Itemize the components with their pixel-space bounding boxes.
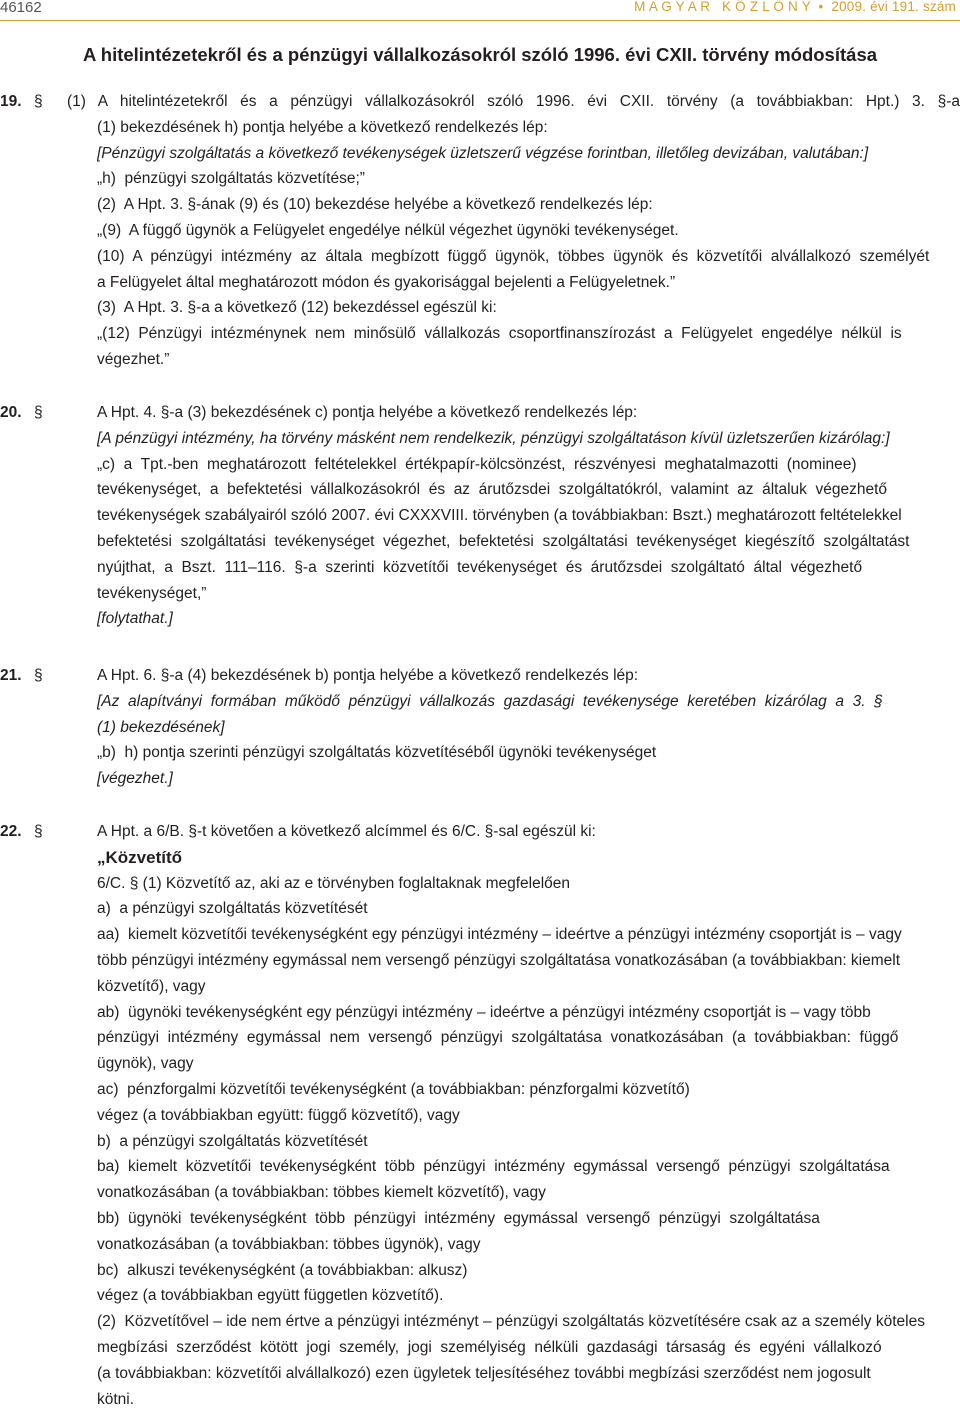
text-line: kötni. (97, 1390, 135, 1408)
section-number: 20. (0, 404, 22, 421)
document-title: A hitelintézetekről és a pénzügyi vállalkozásokról szóló 1996. évi CXII. törvény módosítása (82, 44, 878, 65)
text-line: (1) bekezdésének h) pontja helyébe a következő rendelkezés lép: (97, 118, 548, 136)
text-line: A Hpt. a 6/B. §-t követően a következő alcímmel és 6/C. §-sal egészül ki: (97, 823, 596, 840)
text-line: végez (a továbbiakban együtt független közvetítő). (97, 1287, 444, 1305)
text-line: (2) A Hpt. 3. §-ának (9) és (10) bekezdése helyébe a következő rendelkezés lép: (97, 196, 653, 214)
text-line: [Pénzügyi szolgáltatás a következő tevékenységek üzletszerű végzése forintban, illetőleg devizában, valutában:] (97, 144, 869, 162)
text-line: megbízási szerződést kötött jogi személy, jogi személyiség nélküli gazdasági társaság és egyéni vállalkozó (97, 1338, 882, 1356)
section-20 (0, 400, 960, 632)
text-line: [folytathat.] (97, 610, 173, 628)
section-22 (0, 819, 960, 1412)
text-line: tevékenységet,” (97, 584, 207, 602)
paragraph-sign: § (34, 93, 43, 110)
text-line: vonatkozásában (a továbbiakban: többes ügynök), vagy (97, 1235, 481, 1253)
text-line: bb) ügynöki tevékenységként több pénzügyi intézmény egymással versengő pénzügyi szolgáltatása (97, 1209, 820, 1227)
text-line: (1) A hitelintézetekről és a pénzügyi vállalkozásokról szóló 1996. évi CXII. törvény (a továbbiakban: Hpt.) 3. §-a (67, 93, 960, 110)
running-title: M A G Y A R K Ö Z L Ö N Y • 2009. évi 191. szám (634, 0, 956, 14)
text-line: „c) a Tpt.-ben meghatározott feltételekkel értékpapír-kölcsönzést, részvényesi meghatalmazotti (nominee) (97, 455, 857, 473)
text-line: [Az alapítványi formában működő pénzügyi vállalkozás gazdasági tevékenysége keretében kizárólag a 3. § (97, 692, 883, 710)
subsection-heading: „Közvetítő (97, 847, 182, 867)
text-line: [végezhet.] (97, 770, 173, 788)
page-number: 46162 (0, 0, 42, 16)
text-line: A Hpt. 4. §-a (3) bekezdésének c) pontja helyébe a következő rendelkezés lép: (97, 404, 638, 421)
text-line: ab) ügynöki tevékenységként egy pénzügyi intézmény – ideértve a pénzügyi intézmény csoportját is – vagy több (97, 1003, 871, 1021)
text-line: (a továbbiakban: közvetítői alvállalkozó) ezen ügyletek teljesítéséhez további megbízási szerződést nem jogosult (97, 1364, 871, 1382)
paragraph-sign: § (34, 667, 43, 684)
text-line: a) a pénzügyi szolgáltatás közvetítését (97, 900, 368, 918)
section-21 (0, 663, 960, 792)
text-line: „(9) A függő ügynök a Felügyelet engedélye nélkül végezhet ügynöki tevékenységet. (97, 221, 679, 239)
text-line: „h) pénzügyi szolgáltatás közvetítése;” (97, 170, 365, 188)
text-line: 6/C. § (1) Közvetítő az, aki az e törvényben foglaltaknak megfelelően (97, 874, 571, 892)
section-number: 19. (0, 93, 22, 110)
text-line: végezhet.” (97, 350, 170, 368)
section-number: 22. (0, 823, 22, 840)
text-line: (10) A pénzügyi intézmény az általa megbízott függő ügynök, többes ügynök és közvetítői alvállalkozó személyét (97, 247, 930, 265)
paragraph-sign: § (34, 823, 43, 840)
text-line: pénzügyi intézmény egymással nem versengő pénzügyi szolgáltatása vonatkozásában (a továbbiakban: függő (97, 1029, 899, 1047)
text-line: [A pénzügyi intézmény, ha törvény másként nem rendelkezik, pénzügyi szolgáltatáson kívül üzletszerűen kizárólag:] (97, 429, 890, 447)
section-body (67, 89, 960, 373)
text-line: ba) kiemelt közvetítői tevékenységként több pénzügyi intézmény egymással versengő pénzügyi szolgáltatása (97, 1158, 890, 1176)
text-line: „(12) Pénzügyi intézménynek nem minősülő vállalkozás csoportfinanszírozást a Felügyelet engedélye nélkül is (97, 325, 902, 343)
text-line: közvetítő), vagy (97, 977, 206, 995)
page-header (0, 0, 960, 18)
text-line: tevékenységek szabályairól szóló 2007. évi CXXXVIII. törvényben (a továbbiakban: Bszt.) meghatározott feltételekkel (97, 507, 902, 525)
text-line: nyújthat, a Bszt. 111–116. §-a szerinti közvetítői tevékenységet és árutőzsdei szolgáltató által végezhető (97, 558, 863, 576)
text-line: „b) h) pontja szerinti pénzügyi szolgáltatás közvetítéséből ügynöki tevékenységet (97, 744, 657, 762)
text-line: befektetési szolgáltatási tevékenységet végezhet, befektetési szolgáltatási tevékenységet kiegészítő szolgáltatást (97, 532, 910, 550)
text-line: ac) pénzforgalmi közvetítői tevékenységként (a továbbiakban: pénzforgalmi közvetítő) (97, 1080, 690, 1098)
section-number: 21. (0, 667, 22, 684)
text-line: tevékenységet, a befektetési vállalkozásokról és az árutőzsdei szolgáltatókról, valamint az általuk végezhető (97, 481, 888, 499)
text-line: b) a pénzügyi szolgáltatás közvetítését (97, 1132, 368, 1150)
text-line: bc) alkuszi tevékenységként (a továbbiakban: alkusz) (97, 1261, 468, 1279)
section-body (97, 400, 960, 632)
header-rule (0, 20, 960, 21)
section-body (97, 663, 960, 792)
section-body (97, 819, 960, 1412)
text-line: A Hpt. 6. §-a (4) bekezdésének b) pontja helyébe a következő rendelkezés lép: (97, 667, 639, 684)
text-line: vonatkozásában (a továbbiakban: többes kiemelt közvetítő), vagy (97, 1184, 546, 1202)
text-line: (3) A Hpt. 3. §-a a következő (12) bekezdéssel egészül ki: (97, 299, 497, 317)
text-line: (2) Közvetítővel – ide nem értve a pénzügyi intézményt – pénzügyi szolgáltatás közvetítésére csak az a személy köteles (97, 1313, 925, 1331)
text-line: aa) kiemelt közvetítői tevékenységként egy pénzügyi intézmény – ideértve a pénzügyi intézmény csoportját is – vagy (97, 926, 902, 944)
text-line: (1) bekezdésének] (97, 718, 225, 736)
section-19 (0, 89, 960, 373)
text-line: a Felügyelet által meghatározott módon és gyakorisággal bejelenti a Felügyeletnek.” (97, 273, 676, 291)
text-line: több pénzügyi intézmény egymással nem versengő pénzügyi szolgáltatása vonatkozásában (a továbbiakban: kiemelt (97, 951, 901, 969)
text-line: ügynök), vagy (97, 1055, 194, 1073)
paragraph-sign: § (34, 404, 43, 421)
text-line: végez (a továbbiakban együtt: függő közvetítő), vagy (97, 1106, 460, 1124)
